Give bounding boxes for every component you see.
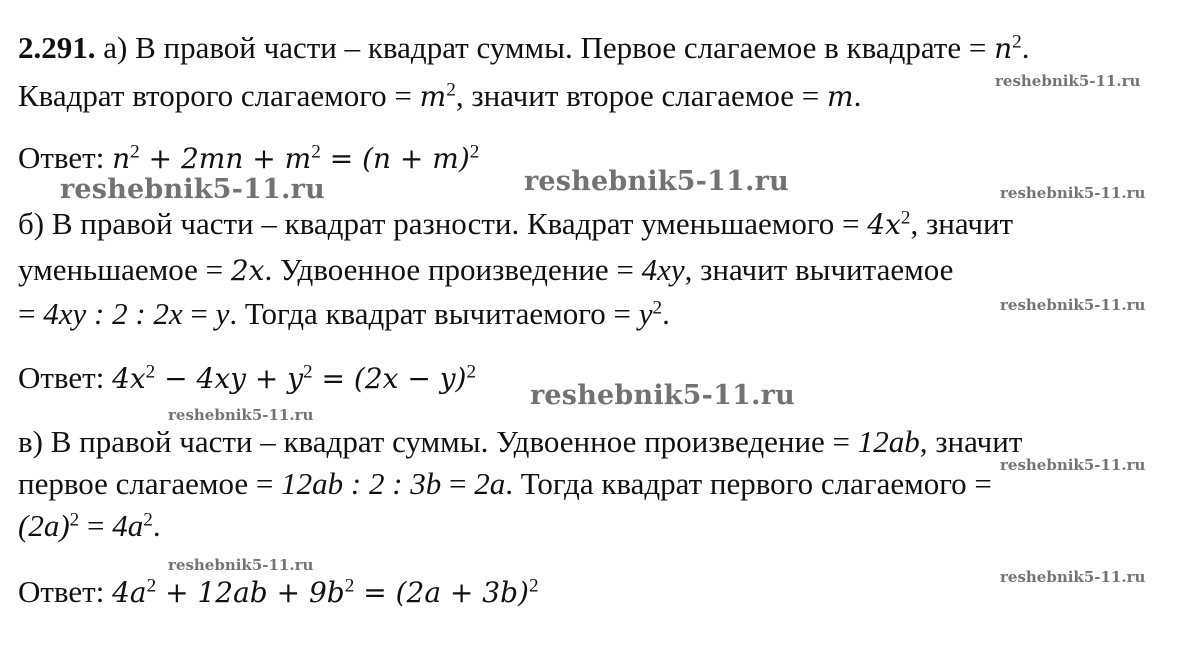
part-c-ans-e3: 2 <box>528 575 539 597</box>
part-b-mid-3: = <box>182 296 216 331</box>
part-a-answer <box>18 140 479 177</box>
part-c-ans-e1: 2 <box>146 575 157 597</box>
answer-label: Ответ: <box>18 360 113 395</box>
part-b-end-2: , значит вычитаемое <box>684 252 954 287</box>
part-c-exp-3b: 2 <box>143 509 153 531</box>
part-b-end-3: . <box>662 296 670 331</box>
part-c-text-2: первое слагаемое = <box>18 466 282 501</box>
part-c-end-2: . Тогда квадрат первого слагаемого = <box>505 466 992 501</box>
answer-label: Ответ: <box>18 140 113 175</box>
watermark-large: reshebnik5-11.ru <box>524 166 789 197</box>
part-a-line-1 <box>18 30 1030 67</box>
part-a-text-1: а) В правой части – квадрат суммы. Первое слагаемое в квадрате = <box>103 30 995 65</box>
part-b-line-3 <box>18 296 670 332</box>
part-a-var-m: m <box>419 80 447 113</box>
part-c-var-2: 12ab : 2 : 3b <box>281 466 442 501</box>
part-b-exp-3: 2 <box>652 297 663 319</box>
part-b-text-1: б) В правой части – квадрат разности. Квадрат уменьшаемого = <box>18 206 868 241</box>
part-a-text-2: Квадрат второго слагаемого = <box>18 78 420 113</box>
part-b-var-3: 4xy : 2 : 2x <box>43 296 183 331</box>
watermark-small: reshebnik5-11.ru <box>1000 296 1146 314</box>
part-a-var-m2: m <box>827 80 854 113</box>
part-b-var-3b: y <box>215 296 230 331</box>
part-b-ans-t3: = (2x − y) <box>312 362 467 395</box>
part-b-var-1: 4x <box>867 208 901 241</box>
answer-label: Ответ: <box>18 574 113 609</box>
part-b-mid-3b: . Тогда квадрат вычитаемого = <box>229 296 639 331</box>
part-a-ans-e1: 2 <box>130 141 140 163</box>
part-b-var-2: 2x <box>230 254 265 287</box>
part-b-answer <box>18 360 476 397</box>
part-c-var-2b: 2a <box>474 466 506 501</box>
part-a-end-1: . <box>1021 30 1030 65</box>
part-a-ans-e3: 2 <box>469 141 480 163</box>
part-c-text-1: в) В правой части – квадрат суммы. Удвоенное произведение = <box>18 424 858 459</box>
part-a-ans-t1: n <box>112 142 131 175</box>
part-a-exp-2: 2 <box>446 79 456 101</box>
watermark-small: reshebnik5-11.ru <box>1000 568 1146 586</box>
watermark-small: reshebnik5-11.ru <box>168 406 314 424</box>
part-b-ans-e1: 2 <box>145 361 156 383</box>
part-c-ans-t2: + 12ab + 9b <box>156 576 345 609</box>
part-b-text-3: = <box>18 296 44 331</box>
part-b-var-3c: y <box>638 296 653 331</box>
part-c-end-1: , значит <box>919 424 1023 459</box>
part-c-line-1 <box>18 424 1022 460</box>
part-b-text-2: уменьшаемое = <box>18 252 231 287</box>
part-a-ans-t3: = (n + m) <box>320 142 470 175</box>
part-a-ans-t2: + 2mn + m <box>139 142 312 175</box>
part-a-ans-e2: 2 <box>311 141 321 163</box>
part-a-mid-2: , значит второе слагаемое = <box>455 78 828 113</box>
problem-number: 2.291. <box>18 30 96 65</box>
part-b-ans-t1: 4x <box>112 362 146 395</box>
watermark-small: reshebnik5-11.ru <box>168 556 314 574</box>
part-b-var-2b: 4xy <box>641 252 685 287</box>
part-a-end-2: . <box>853 78 862 113</box>
part-a-exp-1: 2 <box>1012 31 1022 53</box>
part-b-mid-2: . Удвоенное произведение = <box>264 252 642 287</box>
part-c-var-3: (2a) <box>18 508 70 543</box>
watermark-large: reshebnik5-11.ru <box>60 174 325 205</box>
part-c-ans-t1: 4a <box>112 576 147 609</box>
part-c-var-1: 12ab <box>857 424 920 459</box>
part-b-ans-e2: 2 <box>303 361 313 383</box>
part-c-end-3: . <box>152 508 161 543</box>
part-c-exp-3: 2 <box>69 509 80 531</box>
part-c-mid-2: = <box>441 466 475 501</box>
watermark-large: reshebnik5-11.ru <box>530 380 795 411</box>
part-b-ans-e3: 2 <box>466 361 477 383</box>
part-b-line-1 <box>18 206 1013 243</box>
part-c-line-3 <box>18 508 161 544</box>
part-c-ans-e2: 2 <box>344 575 355 597</box>
part-c-line-2 <box>18 466 992 502</box>
part-c-var-3b: 4a <box>112 508 144 543</box>
part-b-line-2 <box>18 252 953 289</box>
watermark-small: reshebnik5-11.ru <box>995 72 1141 90</box>
watermark-small: reshebnik5-11.ru <box>1000 184 1146 202</box>
part-b-ans-t2: − 4xy + y <box>155 362 304 395</box>
part-b-end-1: , значит <box>910 206 1014 241</box>
part-a-var-n: n <box>994 32 1013 65</box>
part-c-mid-3: = <box>79 508 113 543</box>
part-a-line-2 <box>18 78 861 115</box>
part-c-answer <box>18 574 539 611</box>
watermark-small: reshebnik5-11.ru <box>1000 456 1146 474</box>
part-b-exp-1: 2 <box>900 207 911 229</box>
part-c-ans-t3: = (2a + 3b) <box>354 576 529 609</box>
